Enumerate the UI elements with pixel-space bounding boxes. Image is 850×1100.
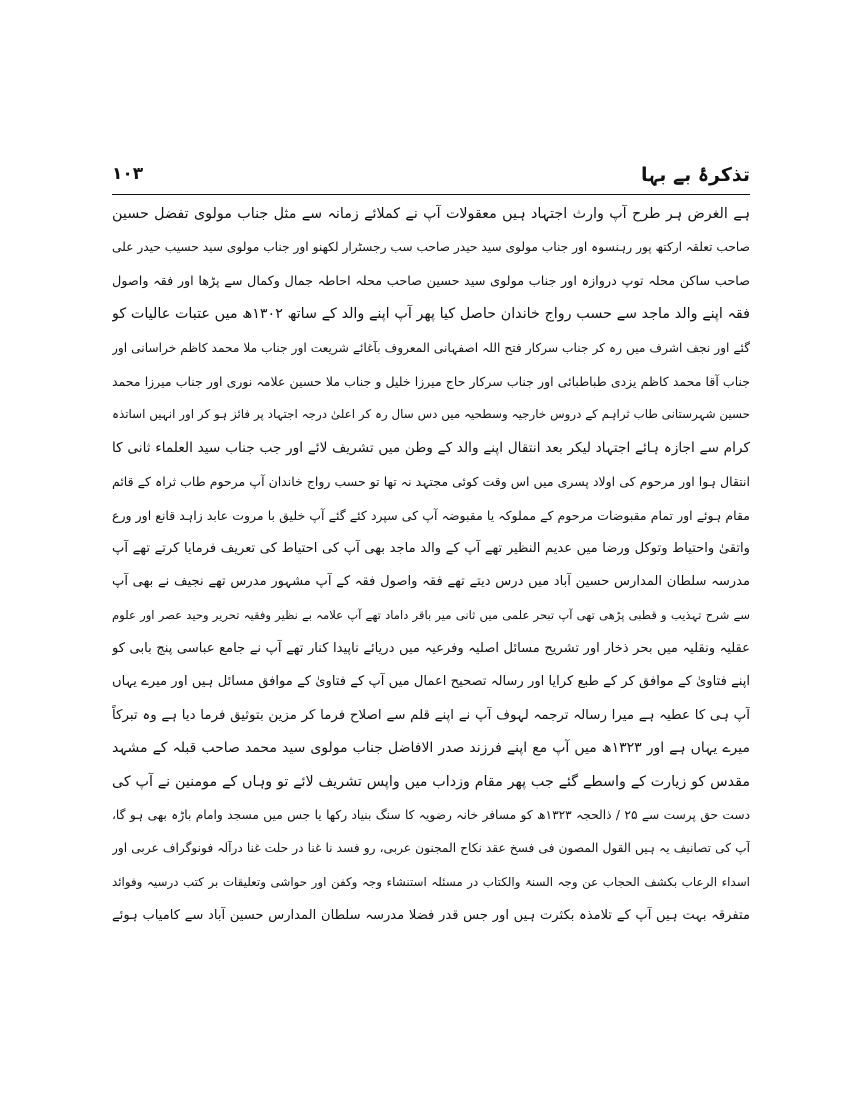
text-line: جناب آقا محمد کاظم یزدی طباطبائی اور جناب سرکار حاج میرزا خلیل و جناب ملا حسین علامہ نوری اور جناب میرزا محمد (112, 373, 750, 389)
text-line: واتقیٰ واحتیاط وتوکل ورضا میں عدیم النظیر تھے آپ کے والد ماجد بھی آپ کی احتیاط کی تعریف فرمایا کرتے تھے آپ (112, 540, 750, 556)
running-title: تذکرۂ بے بہا (640, 164, 750, 186)
page-number: ۱۰۳ (112, 164, 144, 184)
text-line: مقدس کو زیارت کے واسطے گئے جب پھر مقام وزداب میں واپس تشریف لائے تو وہاں کے مومنین نے آپ کی (112, 773, 750, 790)
body-text (112, 198, 750, 933)
text-line: متفرقہ بہت ہیں آپ کے تلامذہ بکثرت ہیں اور جس قدر فضلا مدرسہ سلطان المدارس حسین آباد سے کامیاب ہوئے (112, 908, 750, 924)
text-line: آپ ہی کا عطیہ ہے میرا رسالہ ترجمہ لہوف آپ نے اپنے قلم سے اصلاح فرما کر مزین بتوثیق فرما دیا ہے وہ تبرکاً (112, 707, 750, 723)
text-line: سے شرح تہذیب و قطبی پڑھی تھی آپ تبحر علمی میں ثانی میر باقر داماد تھے آپ علامہ بے نظیر وفقیہ تحریر وحید عصر اور علوم (112, 607, 750, 622)
text-line: فقہ اپنے والد ماجد سے حسب رواج خاندان حاصل کیا پھر آپ اپنے والد کے ساتھ ۱۳۰۲ھ میں عتبات عالیات کو (112, 306, 750, 323)
header-rule (112, 194, 750, 195)
text-line: میرے یہاں ہے اور ۱۳۲۳ھ میں آپ مع اپنے فرزند صدر الافاضل جناب مولوی سید محمد صاحب قبلہ کے مشہد (112, 740, 750, 757)
text-line: صاحب ساکن محلہ توپ دروازہ اور جناب مولوی سید حسین صاحب محلہ احاطہ جمال وکمال سے پڑھا اور فقہ واصول (112, 273, 750, 289)
text-line: اپنے فتاویٰ کے موافق کر کے طبع کرایا اور رسالہ تصحیح اعمال میں آپ کے فتاویٰ کے موافق مسائل ہیں اور میرے یہاں (112, 674, 750, 690)
text-line: گئے اور نجف اشرف میں رہ کر جناب سرکار فتح اللہ اصفہانی المعروف بآغائے شریعت اور جناب ملا محمد کاظم خراسانی اور (112, 340, 750, 355)
text-line: مقام ہوئے اور تمام مقبوضات مرحوم کے مملوکہ یا مقبوضہ آپ کی سپرد کئے گئے آپ خلیق با مروت عابد زاہد قانع اور ورع (112, 507, 750, 523)
text-line: کرام سے اجازہ ہائے اجتہاد لیکر بعد انتقال اپنے والد کے وطن میں تشریف لائے اور جب جناب سید العلماء ثانی کا (112, 439, 750, 456)
text-line: انتقال ہوا اور مرحوم کی اولاد پسری میں اس وقت کوئی مجتہد نہ تھا تو حسب رواج خاندان آپ مرحوم طاب ثراہ کے قائم (112, 474, 750, 490)
text-line: دست حق پرست سے ۲۵ / ذالحجہ ۱۳۲۳ھ کو مسافر خانہ رضویہ کا سنگ بنیاد رکھا یا جس میں مسجد وامام باڑہ بھی ہو گا، (112, 808, 750, 823)
text-line: اسداء الرعاب بکشف الحجاب عن وجہ السنۃ والکتاب در مسئلہ استنشاء وجہ وکفن اور حواشی وتعلیقات بر کتب درسیہ وفوائد (112, 874, 750, 889)
text-line: ہے الغرض ہر طرح آپ وارث اجتہاد ہیں معقولات آپ نے کملائے زمانہ سے مثل جناب مولوی تفضل حسین (112, 206, 750, 222)
text-line: آپ کی تصانیف یہ ہیں القول المصون فی فسخ عقد نکاح المجنون عربی، رو فسد نا غنا در حلت غنا درآلہ فونوگراف عربی اور (112, 841, 750, 856)
text-line: حسین شہرستانی طاب ثراہم کے دروس خارجیہ وسطحیہ میں دس سال رہ کر اعلیٰ درجہ اجتہاد پر فائز ہو کر اور انہیں اساتذہ (112, 407, 750, 422)
text-line: عقلیہ ونقلیہ میں بحر ذخار اور تشریح مسائل اصلیہ وفرعیہ میں دریائے ناپیدا کنار تھے آپ نے جامع عباسی پنج بابی کو (112, 641, 750, 657)
page-header (112, 162, 750, 192)
text-line: صاحب تعلقہ ارکتھ پور رہنسوہ اور جناب مولوی سید حیدر صاحب سب رجسٹرار لکھنو اور جناب مولوی سید حسیب حیدر علی (112, 240, 750, 255)
text-line: مدرسہ سلطان المدارس حسین آباد میں درس دیتے تھے فقہ واصول فقہ کے آپ مشہور مدرس تھے نجیف نے بھی آپ (112, 574, 750, 590)
